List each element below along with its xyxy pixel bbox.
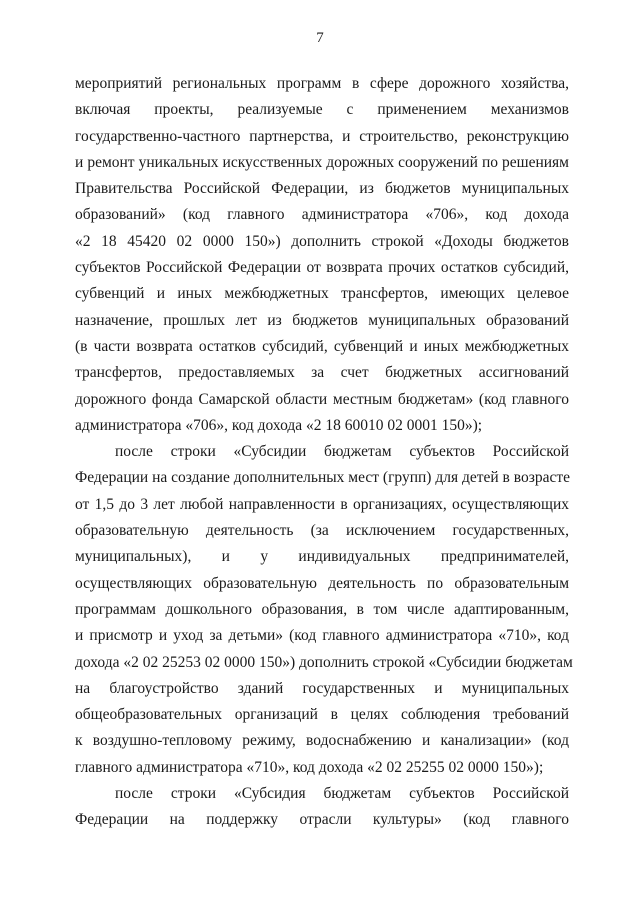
text-line: назначение, прошлых лет из бюджетов муниципальных образований	[75, 311, 569, 329]
text-line: Федерации на создание дополнительных мест (групп) для детей в возрасте	[75, 469, 571, 487]
text-line: на благоустройство зданий государственных и муниципальных	[75, 679, 569, 697]
text-line: государственно-частного партнерства, и строительство, реконструкцию	[75, 127, 569, 145]
text-line: образовательную деятельность (за исключением государственных,	[75, 522, 569, 540]
text-line: субвенций и иных межбюджетных трансфертов, имеющих целевое	[75, 285, 569, 303]
text-line: субъектов Российской Федерации от возврата прочих остатков субсидий,	[75, 259, 569, 277]
document-body	[75, 71, 573, 834]
text-line: от 1,5 до 3 лет любой направленности в организациях, осуществляющих	[75, 495, 569, 513]
text-line: после строки «Субсидии бюджетам субъектов Российской	[115, 443, 569, 461]
text-line: «2 18 45420 02 0000 150») дополнить строкой «Доходы бюджетов	[75, 232, 569, 250]
text-line: Правительства Российской Федерации, из бюджетов муниципальных	[75, 180, 569, 198]
text-line: включая проекты, реализуемые с применением механизмов	[75, 101, 569, 119]
paragraph-1	[75, 71, 569, 439]
text-line: общеобразовательных организаций в целях соблюдения требований	[75, 706, 569, 724]
text-line: образований» (код главного администратора «706», код дохода	[75, 206, 569, 224]
paragraph-3	[75, 781, 569, 834]
text-line: трансфертов, предоставляемых за счет бюджетных ассигнований	[75, 364, 569, 382]
text-line: программам дошкольного образования, в том числе адаптированным,	[75, 600, 569, 618]
text-line: муниципальных), и у индивидуальных предпринимателей,	[75, 548, 569, 566]
page-number: 7	[316, 30, 324, 46]
text-line: дохода «2 02 25253 02 0000 150») дополнить строкой «Субсидии бюджетам	[75, 653, 573, 671]
text-line: администратора «706», код дохода «2 18 60010 02 0001 150»);	[75, 416, 483, 434]
text-line: после строки «Субсидия бюджетам субъектов Российской	[115, 785, 569, 803]
text-line: и присмотр и уход за детьми» (код главного администратора «710», код	[75, 627, 569, 645]
text-line: осуществляющих образовательную деятельность по образовательным	[75, 574, 569, 592]
text-line: мероприятий региональных программ в сфере дорожного хозяйства,	[75, 75, 569, 92]
text-line: и ремонт уникальных искусственных дорожных сооружений по решениям	[75, 153, 569, 171]
text-line: к воздушно-тепловому режиму, водоснабжению и канализации» (код	[75, 732, 569, 750]
text-line: (в части возврата остатков субсидий, субвенций и иных межбюджетных	[75, 337, 569, 355]
paragraph-2	[75, 439, 573, 781]
text-line: главного администратора «710», код дохода «2 02 25255 02 0000 150»);	[75, 758, 544, 776]
text-line: Федерации на поддержку отрасли культуры» (код главного	[75, 811, 569, 829]
text-line: дорожного фонда Самарской области местным бюджетам» (код главного	[75, 390, 569, 408]
